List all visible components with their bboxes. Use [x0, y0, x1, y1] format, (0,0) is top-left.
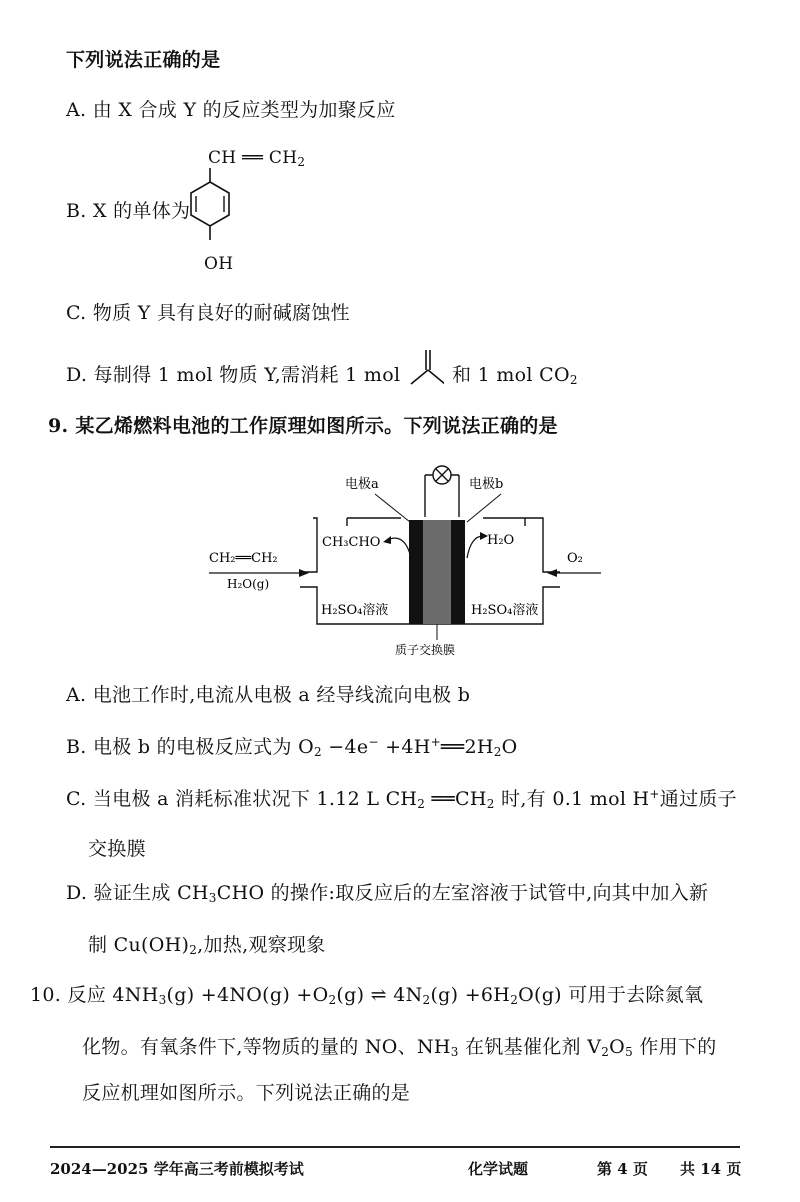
footer-total-pages: 共 14 页 [680, 1160, 742, 1178]
electrode-b-label: 电极b [469, 477, 504, 492]
fuel-cell-diagram [205, 462, 605, 658]
q9-option-c-cont: 交换膜 [88, 838, 146, 860]
q9-option-d: D. 验证生成 $CH_3CHO$ 的操作:取反应后的左室溶液于试管中,向其中加入新 [66, 882, 709, 905]
q8-option-a: A. 由 X 合成 Y 的反应类型为加聚反应 [66, 99, 396, 121]
q9-option-d-cont: 制 $Cu(OH)_2$,加热,观察现象 [88, 934, 326, 957]
electrode-b [451, 520, 465, 624]
q8-option-c: C. 物质 Y 具有良好的耐碱腐蚀性 [66, 302, 350, 324]
inlet-ethylene: CH₂══CH₂ [209, 551, 278, 566]
isobutylene-structure [408, 348, 444, 388]
q9-stem: 9. 某乙烯燃料电池的工作原理如图所示。下列说法正确的是 [48, 415, 558, 437]
product-h2o: H₂O [487, 533, 515, 548]
q10-line-3: 反应机理如图所示。下列说法正确的是 [82, 1082, 411, 1104]
q8-stem: 下列说法正确的是 [66, 49, 221, 71]
q8-option-d-post: 和 1 mol $CO_2$ [452, 364, 578, 387]
q9-option-a: A. 电池工作时,电流从电极 a 经导线流向电极 b [66, 684, 471, 706]
q9-option-b: B. 电极 b 的电极反应式为 $O_2 -4e^-$ $+4H^+══2H_2O$ [66, 735, 518, 759]
footer-divider [50, 1146, 740, 1148]
footer-subject: 化学试题 [468, 1160, 529, 1178]
q9-option-c: C. 当电极 a 消耗标准状况下 1.12 L $CH_2$ $══CH_2$ 时,有 0.1 mol H+通过质子 [66, 787, 737, 811]
electrode-a [409, 520, 423, 624]
q10-line-2: 化物。有氧条件下,等物质的量的 NO、$NH_3$ 在钒基催化剂 $V_2O_5$ 作用下的 [82, 1036, 717, 1059]
inlet-oxygen: O₂ [567, 551, 583, 566]
membrane-label: 质子交换膜 [395, 643, 456, 657]
q8-b-vinyl-label: CH ══ $CH_2$ [208, 148, 306, 169]
q8-b-oh-label: OH [204, 254, 234, 274]
q8-option-b-label: B. X 的单体为 [66, 200, 191, 222]
footer-page-number: 第 4 页 [597, 1160, 648, 1178]
proton-exchange-membrane [423, 520, 451, 624]
solution-left: H₂SO₄溶液 [321, 603, 389, 618]
footer-exam-title: 2024—2025 学年高三考前模拟考试 [50, 1160, 304, 1178]
electrode-a-label: 电极a [345, 477, 379, 492]
q10-line-1: 10. 反应 $4NH_3(g) +4NO(g) +O_2(g)$ ⇌ $4N_2(g) +6H_2O(g)$ 可用于去除氮氧 [30, 984, 704, 1007]
inlet-water-vapor: H₂O(g) [227, 577, 270, 591]
benzene-ring-structure [190, 168, 240, 252]
product-ch3cho: CH₃CHO [322, 535, 381, 550]
solution-right: H₂SO₄溶液 [471, 603, 539, 618]
q8-option-d-pre: D. 每制得 1 mol 物质 Y,需消耗 1 mol [66, 364, 401, 386]
